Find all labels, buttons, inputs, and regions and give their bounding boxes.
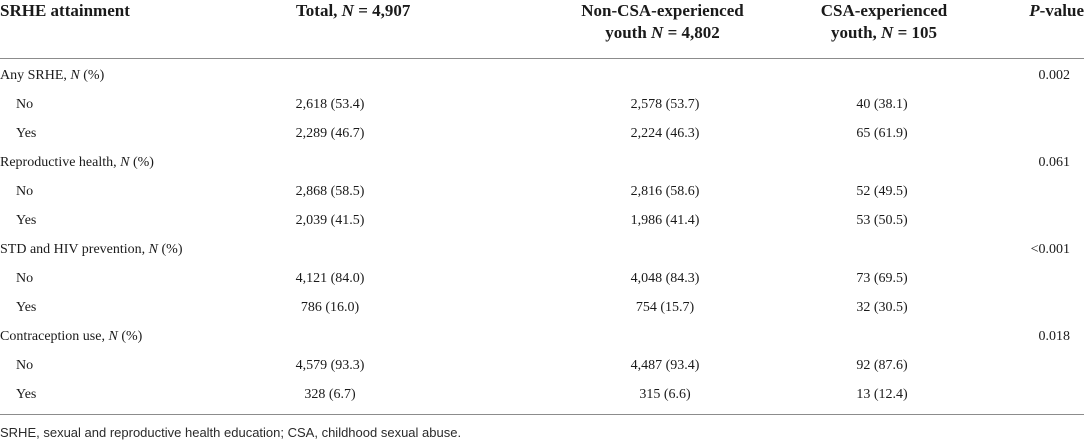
cell-non-csa: 754 (15.7) [635,300,695,315]
cell-total: 4,579 (93.3) [295,358,365,373]
cell-non-csa: 1,986 (41.4) [630,213,700,228]
row-label: Yes [16,126,37,141]
cell-p-value: 0.018 [1038,329,1070,344]
table-row [0,119,1084,148]
row-label: Contraception use, N (%) [0,329,143,344]
table-group-row [0,322,1084,351]
header-p-value: P-value [1029,1,1084,20]
row-label: Yes [16,387,37,402]
row-label: STD and HIV prevention, N (%) [0,242,183,257]
table-header [0,0,1084,59]
cell-csa: 92 (87.6) [856,358,908,373]
cell-csa: 73 (69.5) [856,271,908,286]
table-group-row [0,61,1084,90]
cell-total: 328 (6.7) [304,387,356,402]
header-total: Total, N = 4,907 [296,1,411,20]
cell-csa: 65 (61.9) [856,126,908,141]
table-row [0,380,1084,409]
header-csa: CSA-experienced youth, N = 105 [820,1,948,42]
cell-p-value: 0.002 [1038,68,1070,83]
cell-non-csa: 2,224 (46.3) [630,126,700,141]
cell-p-value: <0.001 [1030,242,1070,257]
table-row [0,293,1084,322]
table-bottom-rule [0,414,1084,415]
cell-non-csa: 315 (6.6) [639,387,691,402]
row-label: Any SRHE, N (%) [0,68,105,83]
cell-csa: 13 (12.4) [856,387,908,402]
cell-csa: 53 (50.5) [856,213,908,228]
row-label: No [16,184,34,199]
row-label: No [16,97,34,112]
table-footnote: SRHE, sexual and reproductive health education; CSA, childhood sexual abuse. [0,425,462,440]
cell-csa: 32 (30.5) [856,300,908,315]
cell-non-csa: 2,816 (58.6) [630,184,700,199]
cell-total: 786 (16.0) [300,300,360,315]
row-label: Yes [16,300,37,315]
table-row [0,206,1084,235]
row-label: Reproductive health, N (%) [0,155,154,170]
table-row [0,177,1084,206]
row-label: No [16,271,34,286]
table-row [0,90,1084,119]
table-group-row [0,235,1084,264]
cell-csa: 52 (49.5) [856,184,908,199]
cell-total: 2,868 (58.5) [295,184,365,199]
cell-p-value: 0.061 [1038,155,1070,170]
table-group-row [0,148,1084,177]
table-row [0,264,1084,293]
table-body [0,61,1084,409]
cell-total: 4,121 (84.0) [295,271,365,286]
cell-total: 2,039 (41.5) [295,213,365,228]
cell-total: 2,618 (53.4) [295,97,365,112]
row-label: Yes [16,213,37,228]
cell-non-csa: 2,578 (53.7) [630,97,700,112]
cell-non-csa: 4,048 (84.3) [630,271,700,286]
header-non-csa: Non-CSA-experienced youth N = 4,802 [581,1,744,42]
header-srhe-attainment: SRHE attainment [0,1,130,20]
row-label: No [16,358,34,373]
cell-total: 2,289 (46.7) [295,126,365,141]
cell-csa: 40 (38.1) [856,97,908,112]
cell-non-csa: 4,487 (93.4) [630,358,700,373]
table-row [0,351,1084,380]
